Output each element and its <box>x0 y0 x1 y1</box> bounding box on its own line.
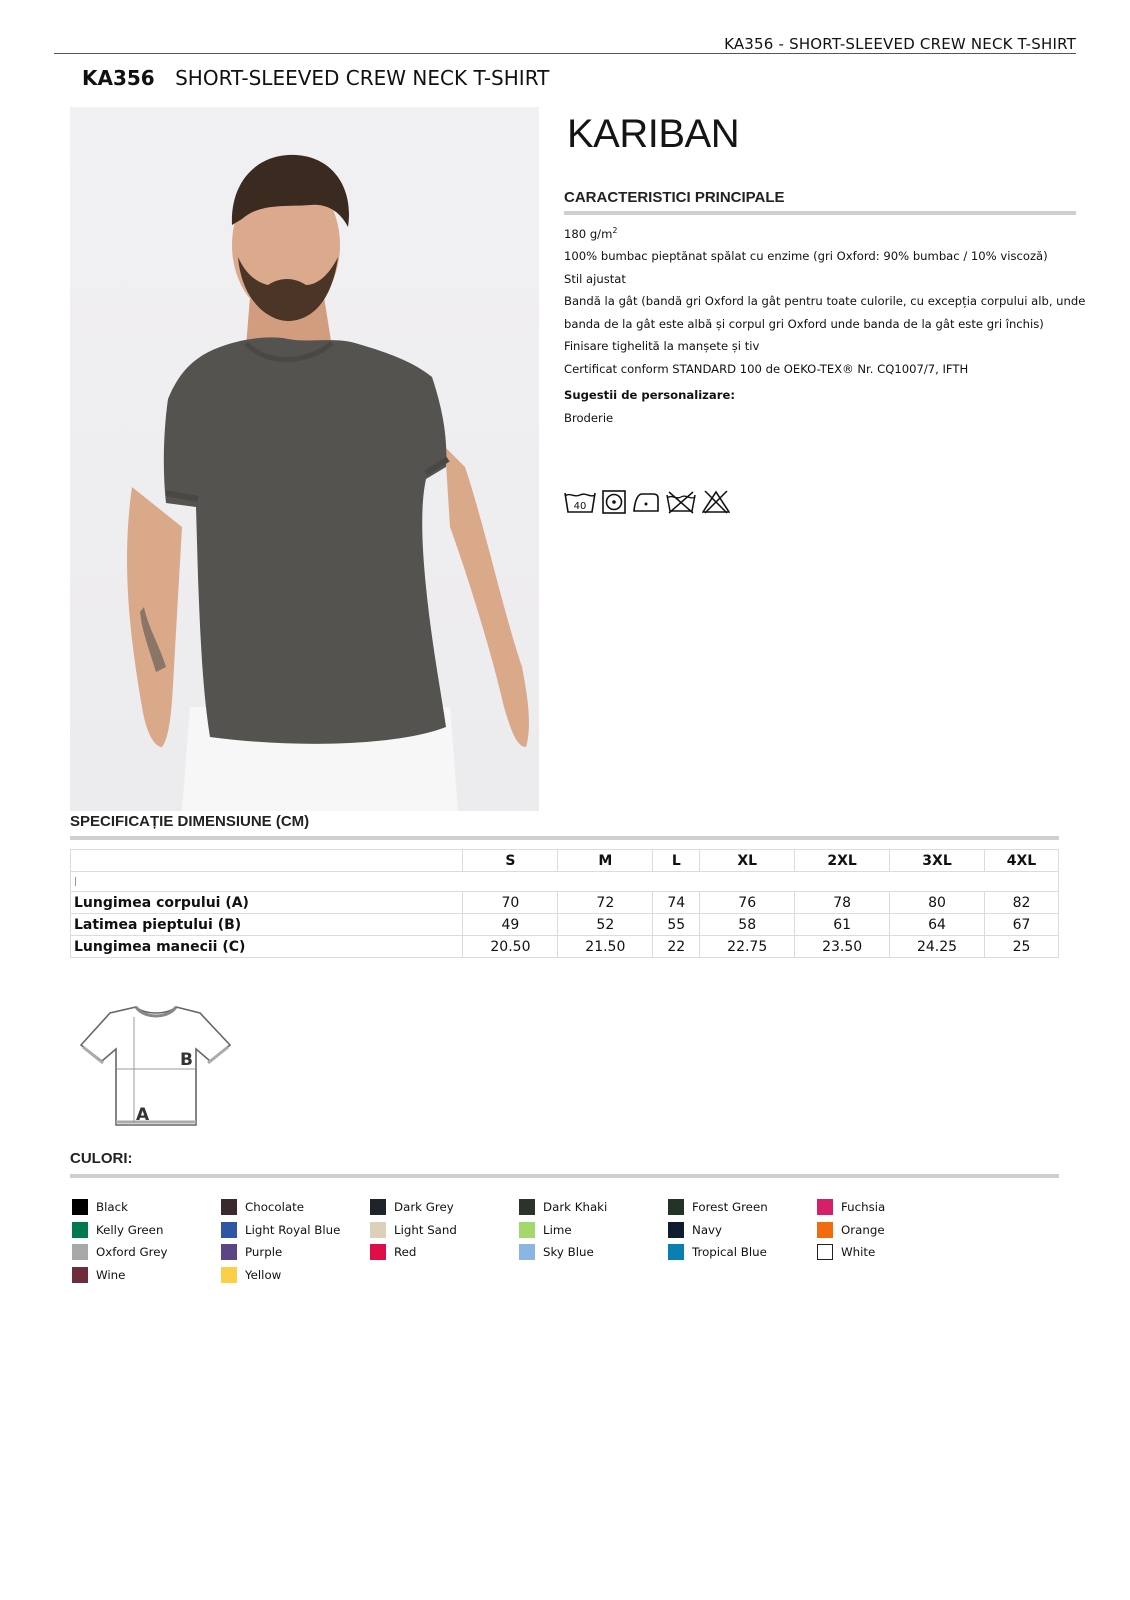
table-cell: 22.75 <box>700 936 795 958</box>
color-name: Fuchsia <box>841 1200 886 1214</box>
product-name: SHORT-SLEEVED CREW NECK T-SHIRT <box>175 66 550 90</box>
colors-heading: CULORI: <box>70 1150 133 1167</box>
measurement-diagram <box>78 1003 233 1131</box>
color-swatch <box>370 1244 386 1260</box>
size-header: 2XL <box>795 850 890 872</box>
color-name: White <box>841 1245 876 1259</box>
features-rule <box>564 211 1076 215</box>
feature-item: Bandă la gât (bandă gri Oxford la gât pentru toate culorile, cu excepția corpului alb, unde <box>564 294 1086 309</box>
color-item <box>370 1243 416 1261</box>
color-name: Purple <box>245 1245 283 1259</box>
color-swatch <box>519 1199 535 1215</box>
color-item <box>72 1266 125 1284</box>
color-name: Kelly Green <box>96 1222 164 1237</box>
iron-icon <box>632 490 660 514</box>
size-header: S <box>463 850 558 872</box>
table-cell: 52 <box>558 914 653 936</box>
feature-weight-sup: 2 <box>612 226 618 235</box>
table-cell: 61 <box>795 914 890 936</box>
color-name: Black <box>96 1200 128 1214</box>
size-header: L <box>653 850 700 872</box>
product-code: KA356 <box>82 66 155 90</box>
running-header-title: KA356 - SHORT-SLEEVED CREW NECK T-SHIRT <box>724 35 1076 53</box>
color-name: Oxford Grey <box>96 1245 168 1259</box>
table-row <box>71 936 1059 958</box>
diagram-label-b: B <box>180 1050 193 1070</box>
color-swatch <box>370 1222 386 1238</box>
color-swatch <box>668 1199 684 1215</box>
product-title <box>82 66 549 90</box>
size-header: 3XL <box>890 850 985 872</box>
color-item <box>370 1198 454 1216</box>
brand-logo: KARIBAN <box>567 112 740 156</box>
table-cell: 49 <box>463 914 558 936</box>
color-swatch <box>221 1199 237 1215</box>
color-swatch <box>72 1244 88 1260</box>
row-label: Lungimea manecii (C) <box>71 936 463 958</box>
color-swatch <box>519 1244 535 1260</box>
color-name: Forest Green <box>692 1200 768 1214</box>
color-swatch <box>817 1222 833 1238</box>
color-swatch <box>817 1199 833 1215</box>
table-cell: 20.50 <box>463 936 558 958</box>
feature-item: banda de la gât este albă și corpul gri Oxford unde banda de la gât este gri închis) <box>564 316 1044 331</box>
size-header: M <box>558 850 653 872</box>
color-name: Chocolate <box>245 1200 305 1214</box>
color-swatch <box>668 1222 684 1238</box>
wash-40-icon <box>564 490 596 514</box>
feature-item: 100% bumbac pieptănat spălat cu enzime (gri Oxford: 90% bumbac / 10% viscoză) <box>564 249 1048 264</box>
customization-heading: Sugestii de personalizare: <box>564 388 735 403</box>
tumble-dry-icon <box>602 490 626 514</box>
wash-temp-label: 40 <box>573 501 587 512</box>
size-header: 4XL <box>984 850 1058 872</box>
table-cell: 25 <box>984 936 1058 958</box>
no-dry-clean-icon <box>666 490 696 514</box>
table-cell: 22 <box>653 936 700 958</box>
feature-weight-text: 180 g/m <box>564 226 613 241</box>
color-name: Light Royal Blue <box>245 1222 341 1237</box>
table-cell: 21.50 <box>558 936 653 958</box>
color-swatch <box>370 1199 386 1215</box>
color-item <box>221 1198 304 1216</box>
table-cell: 23.50 <box>795 936 890 958</box>
table-cell: 64 <box>890 914 985 936</box>
color-name: Tropical Blue <box>692 1245 767 1259</box>
color-item <box>519 1243 594 1261</box>
size-blank-row <box>71 872 1059 892</box>
color-item <box>221 1221 340 1239</box>
table-cell: 70 <box>463 892 558 914</box>
color-item <box>370 1221 457 1239</box>
color-name: Dark Khaki <box>543 1200 608 1214</box>
color-item <box>72 1243 168 1261</box>
color-name: Sky Blue <box>543 1245 594 1259</box>
color-name: Red <box>394 1245 417 1259</box>
table-cell: 78 <box>795 892 890 914</box>
table-row <box>71 892 1059 914</box>
color-item <box>668 1198 768 1216</box>
header-rule <box>54 53 1076 54</box>
table-cell: 74 <box>653 892 700 914</box>
color-swatch <box>72 1222 88 1238</box>
color-name: Dark Grey <box>394 1200 454 1214</box>
color-name: Wine <box>96 1267 126 1282</box>
color-swatch <box>221 1222 237 1238</box>
model-illustration <box>70 107 539 811</box>
size-header-row <box>71 850 1059 872</box>
care-icons <box>564 490 730 516</box>
no-bleach-icon <box>702 490 730 514</box>
size-spec-rule <box>70 836 1059 840</box>
color-item <box>519 1198 607 1216</box>
color-item <box>817 1198 885 1216</box>
table-cell: 55 <box>653 914 700 936</box>
table-cell: 76 <box>700 892 795 914</box>
size-header: XL <box>700 850 795 872</box>
customization-value: Broderie <box>564 410 614 425</box>
color-swatch <box>72 1199 88 1215</box>
table-cell: 72 <box>558 892 653 914</box>
color-item <box>817 1243 875 1261</box>
size-header-blank <box>71 850 463 872</box>
features-list <box>564 220 1084 429</box>
color-item <box>817 1221 885 1239</box>
table-cell: 58 <box>700 914 795 936</box>
color-item <box>668 1243 767 1261</box>
row-label: Lungimea corpului (A) <box>71 892 463 914</box>
table-cell: 24.25 <box>890 936 985 958</box>
diagram-label-a: A <box>136 1105 150 1125</box>
color-name: Yellow <box>245 1267 282 1282</box>
color-item <box>221 1243 282 1261</box>
size-table <box>70 849 1059 958</box>
feature-item: Certificat conform STANDARD 100 de OEKO-TEX® Nr. CQ1007/7, IFTH <box>564 361 969 376</box>
color-swatch <box>72 1267 88 1283</box>
color-name: Orange <box>841 1222 885 1237</box>
table-row <box>71 914 1059 936</box>
color-swatch <box>668 1244 684 1260</box>
product-photo <box>70 107 539 811</box>
color-name: Lime <box>543 1222 572 1237</box>
color-item <box>668 1221 722 1239</box>
color-item <box>221 1266 281 1284</box>
color-item <box>72 1221 163 1239</box>
size-spec-heading: SPECIFICAȚIE DIMENSIUNE (CM) <box>70 813 310 830</box>
color-name: Light Sand <box>394 1222 457 1237</box>
table-cell: 67 <box>984 914 1058 936</box>
feature-item: Stil ajustat <box>564 271 626 286</box>
table-cell: 80 <box>890 892 985 914</box>
color-swatch <box>817 1244 833 1260</box>
color-item <box>72 1198 128 1216</box>
row-label: Latimea pieptului (B) <box>71 914 463 936</box>
color-swatch <box>221 1244 237 1260</box>
feature-item: Finisare tighelită la manșete și tiv <box>564 339 760 354</box>
color-swatch <box>519 1222 535 1238</box>
features-heading: CARACTERISTICI PRINCIPALE <box>564 189 785 206</box>
color-name: Navy <box>692 1222 723 1237</box>
feature-weight <box>564 220 1084 245</box>
size-blank-cell: | <box>71 872 1059 892</box>
colors-rule <box>70 1174 1059 1178</box>
color-swatch <box>221 1267 237 1283</box>
color-item <box>519 1221 572 1239</box>
table-cell: 82 <box>984 892 1058 914</box>
